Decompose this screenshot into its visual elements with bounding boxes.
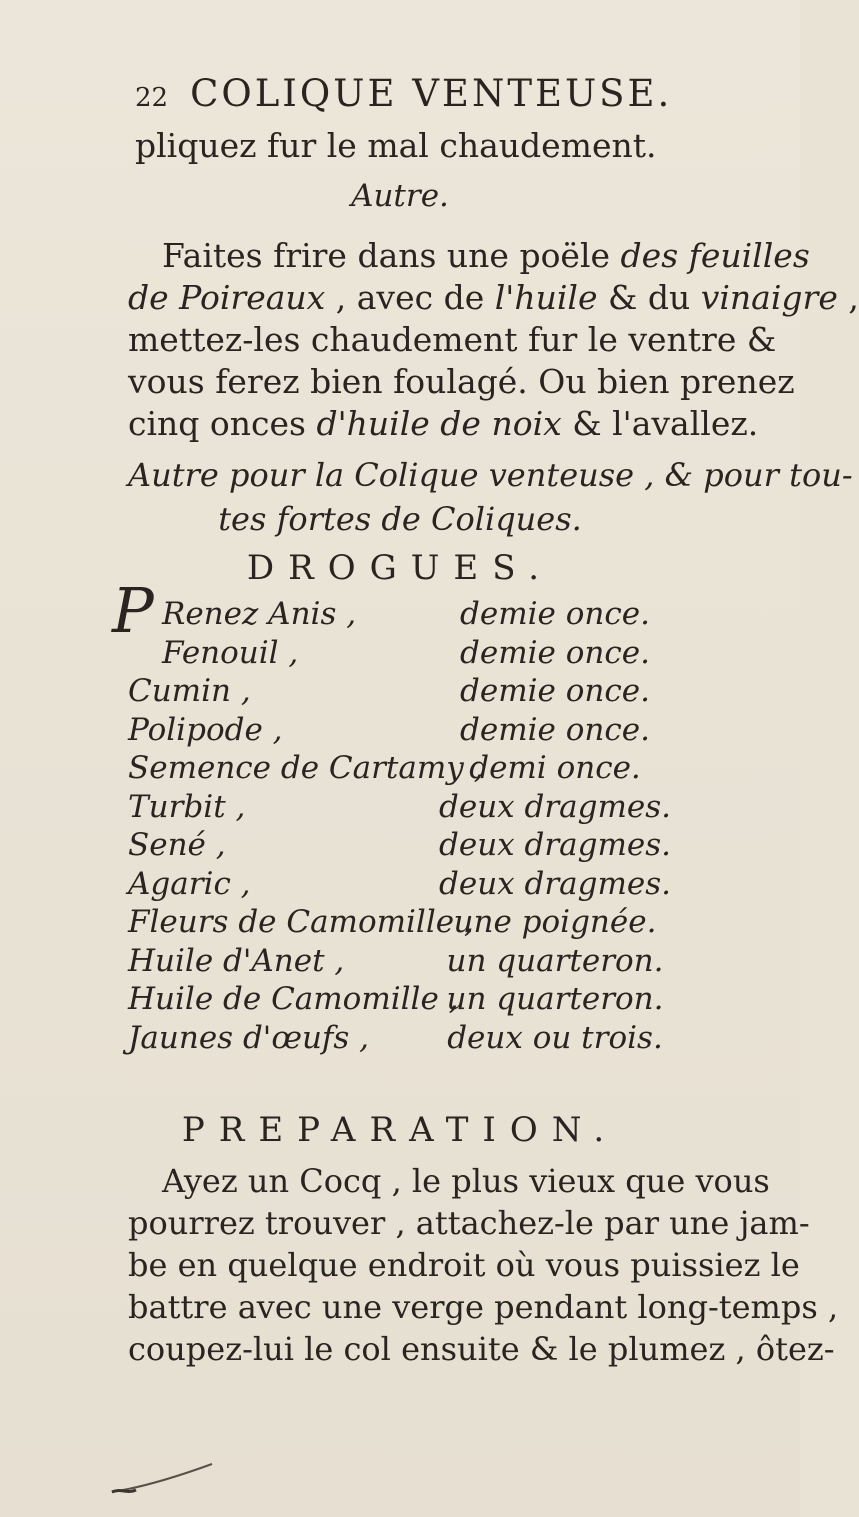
preparation-line: pourrez trouver , attachez-le par une jam- (128, 1204, 810, 1242)
paragraph-line (128, 362, 795, 401)
ink-flourish-mark (108, 1458, 218, 1498)
roman-text: vous ferez bien foulagé. Ou bien prenez (128, 362, 795, 401)
ingredient-name: Sené , (128, 827, 226, 863)
intro-line: pliquez fur le mal chaudement. (135, 126, 657, 165)
italic-text: l'huile (494, 278, 598, 317)
ingredient-quantity: demie once. (460, 634, 650, 671)
ingredient-quantity: demie once. (460, 673, 650, 709)
running-header (135, 72, 775, 115)
ingredient-name: Jaunes d'œufs , (128, 1019, 370, 1056)
ingredient-quantity: demie once. (460, 711, 650, 748)
preparation-line: Ayez un Cocq , le plus vieux que vous (162, 1162, 770, 1200)
roman-text: & du (597, 278, 701, 317)
roman-text: , avec de (325, 278, 495, 317)
ingredient-name: Polipode , (128, 711, 283, 748)
ingredient-quantity: deux ou trois. (447, 1019, 663, 1056)
ingredient-quantity: un quarteron. (446, 981, 664, 1017)
roman-text: & l'avallez. (561, 404, 759, 443)
ingredient-name: Turbit , (128, 788, 246, 825)
page-number: 22 (135, 83, 169, 113)
ingredient-name: Fleurs de Camomille , (128, 904, 474, 940)
italic-text: des feuilles (620, 236, 810, 275)
ingredient-name: Cumin , (128, 673, 251, 709)
running-head-title: COLIQUE VENTEUSE. (190, 72, 673, 115)
italic-text: d'huile de noix (316, 404, 562, 443)
preparation-line: battre avec une verge pendant long-temps , (128, 1288, 839, 1326)
roman-text: mettez-les chaudement fur le ventre & (128, 320, 777, 359)
ingredient-quantity: demi once. (469, 750, 641, 786)
drogues-heading: DROGUES. (246, 548, 554, 588)
preparation-line: coupez-lui le col ensuite & le plumez , ôtez- (128, 1330, 835, 1368)
ingredient-quantity: deux dragmes. (439, 788, 671, 825)
ingredient-name: Fenouil , (162, 634, 299, 671)
autre-pour-heading-line2: tes fortes de Coliques. (218, 500, 582, 538)
ingredient-quantity: une poignée. (453, 904, 657, 940)
ingredient-name: Huile de Camomille , (128, 981, 459, 1017)
paragraph-line (128, 404, 758, 443)
ingredient-quantity: deux dragmes. (439, 865, 671, 902)
ingredient-name: Semence de Cartamy , (128, 750, 484, 786)
autre-pour-heading-line1: Autre pour la Colique venteuse , & pour tou- (128, 456, 853, 494)
ingredient-name: Agaric , (128, 865, 251, 902)
italic-text: vinaigre (700, 278, 838, 317)
drop-cap: P (112, 574, 154, 647)
ingredient-name: Renez Anis , (162, 596, 357, 632)
roman-text: , (837, 278, 859, 317)
paragraph-line (162, 236, 810, 275)
ingredient-name: Huile d'Anet , (128, 942, 345, 979)
paragraph-line (128, 278, 859, 317)
roman-text: Faites frire dans une poële (162, 236, 621, 275)
roman-text: cinq onces (128, 404, 317, 443)
italic-text: de Poireaux (128, 278, 326, 317)
preparation-heading: PREPARATION. (181, 1110, 619, 1150)
paragraph-line (128, 320, 776, 359)
ingredient-quantity: deux dragmes. (439, 827, 671, 863)
preparation-line: be en quelque endroit où vous puissiez le (128, 1246, 800, 1284)
ingredient-quantity: demie once. (460, 596, 650, 632)
autre-heading: Autre. (351, 178, 449, 214)
ingredient-quantity: un quarteron. (446, 942, 664, 979)
